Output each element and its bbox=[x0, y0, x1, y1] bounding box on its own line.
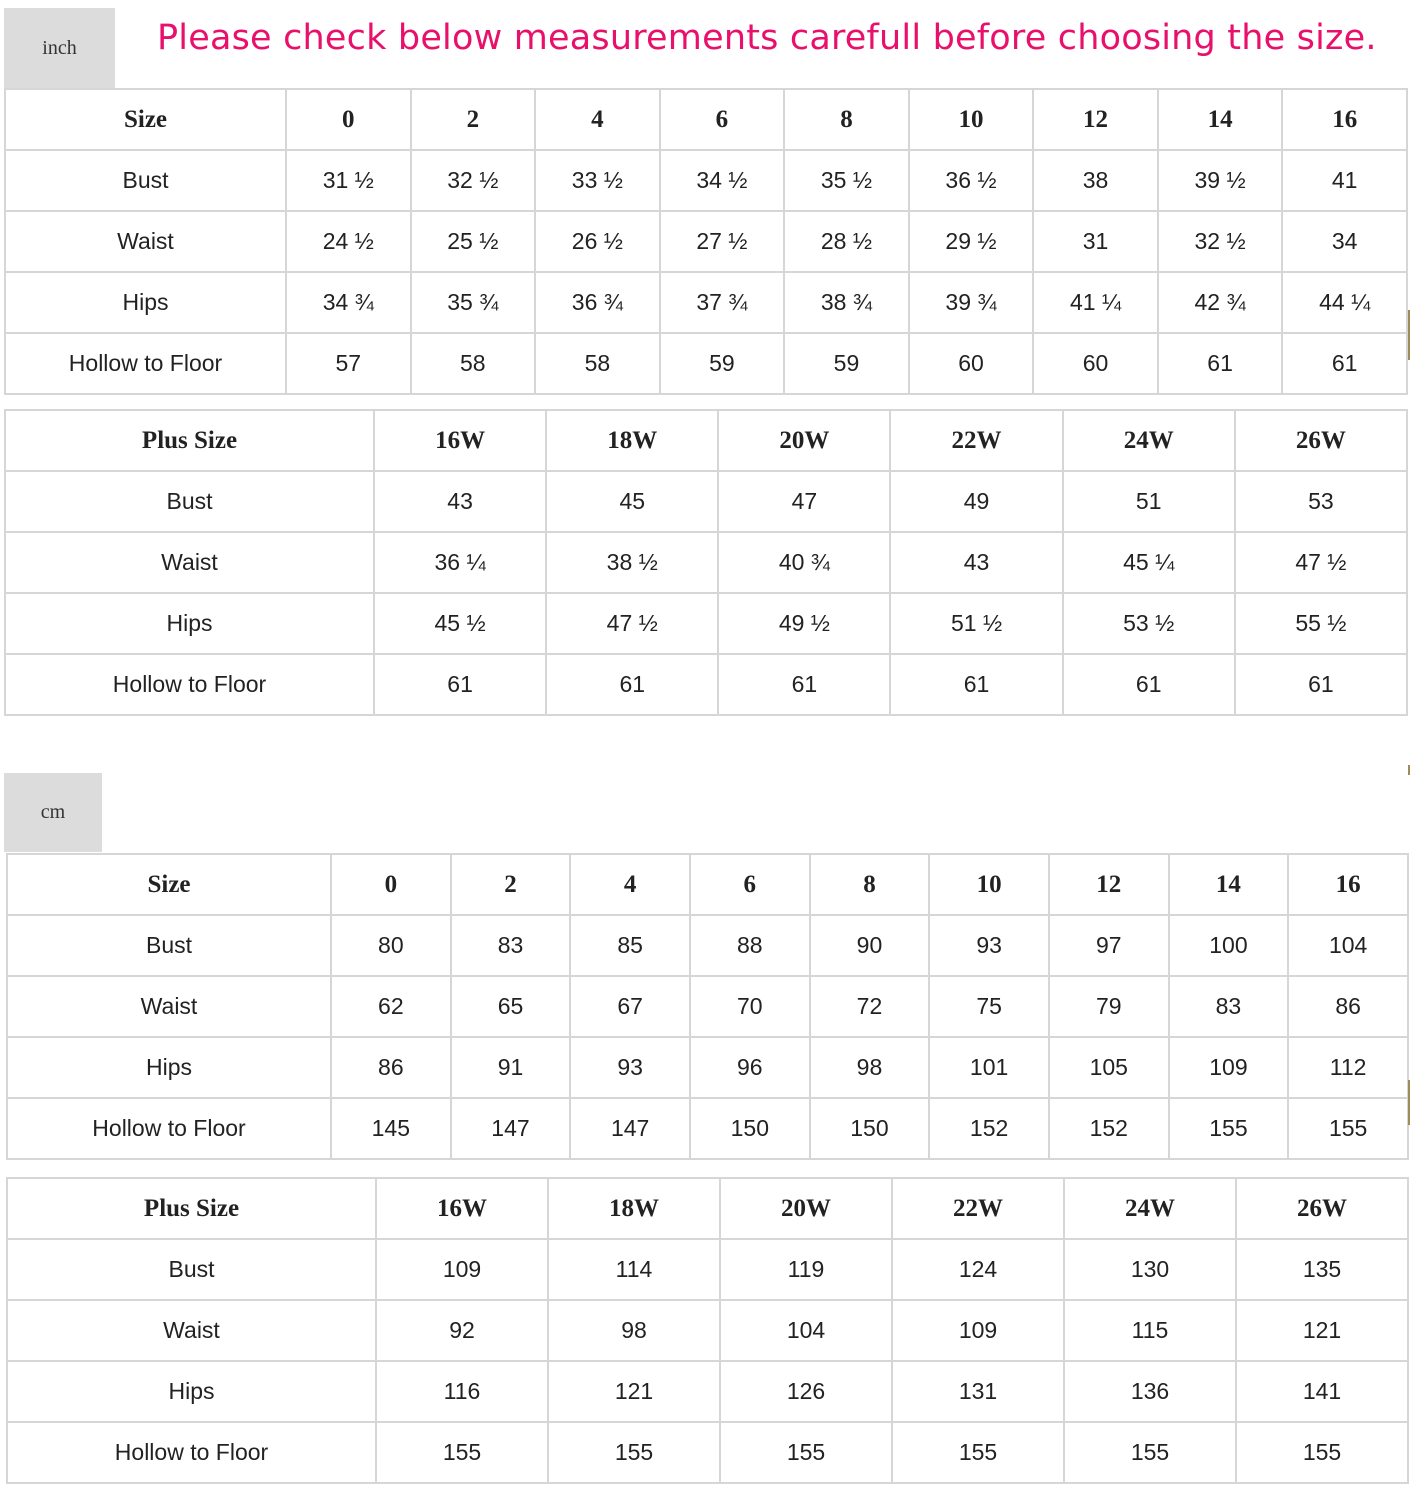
measurement-label: Bust bbox=[7, 1239, 376, 1300]
measurement-value: 155 bbox=[376, 1422, 548, 1483]
measurement-value: 121 bbox=[548, 1361, 720, 1422]
measurement-value: 150 bbox=[810, 1098, 930, 1159]
size-header-cell: 26W bbox=[1235, 410, 1407, 471]
measurement-value: 93 bbox=[570, 1037, 690, 1098]
size-header-cell: 16W bbox=[374, 410, 546, 471]
size-header-cell: 14 bbox=[1169, 854, 1289, 915]
size-header-cell: 4 bbox=[535, 89, 660, 150]
measurement-value: 28 ½ bbox=[784, 211, 909, 272]
measurement-value: 51 bbox=[1063, 471, 1235, 532]
measurement-value: 109 bbox=[892, 1300, 1064, 1361]
measurement-value: 83 bbox=[1169, 976, 1289, 1037]
measurement-value: 61 bbox=[374, 654, 546, 715]
measurement-value: 152 bbox=[929, 1098, 1049, 1159]
size-header-cell: 6 bbox=[690, 854, 810, 915]
size-header-cell: 12 bbox=[1049, 854, 1169, 915]
measurement-value: 38 ¾ bbox=[784, 272, 909, 333]
table-header-row bbox=[7, 1178, 1408, 1239]
table-row bbox=[7, 1239, 1408, 1300]
measurement-value: 86 bbox=[331, 1037, 451, 1098]
measurement-value: 131 bbox=[892, 1361, 1064, 1422]
measurement-value: 90 bbox=[810, 915, 930, 976]
size-header-cell: 8 bbox=[810, 854, 930, 915]
unit-tab-inch bbox=[4, 8, 115, 88]
measurement-value: 72 bbox=[810, 976, 930, 1037]
table-row bbox=[5, 333, 1407, 394]
measurement-label: Waist bbox=[7, 976, 331, 1037]
measurement-value: 101 bbox=[929, 1037, 1049, 1098]
measurement-value: 49 ½ bbox=[718, 593, 890, 654]
measurement-value: 25 ½ bbox=[411, 211, 536, 272]
table-row bbox=[7, 1361, 1408, 1422]
measurement-value: 34 ½ bbox=[660, 150, 785, 211]
measurement-value: 35 ¾ bbox=[411, 272, 536, 333]
measurement-value: 109 bbox=[1169, 1037, 1289, 1098]
measurement-value: 80 bbox=[331, 915, 451, 976]
measurement-value: 36 ½ bbox=[909, 150, 1034, 211]
measurement-label: Bust bbox=[5, 150, 286, 211]
table-row bbox=[5, 150, 1407, 211]
measurement-value: 96 bbox=[690, 1037, 810, 1098]
measurement-value: 100 bbox=[1169, 915, 1289, 976]
size-header-cell: 16W bbox=[376, 1178, 548, 1239]
size-header-cell: 22W bbox=[890, 410, 1062, 471]
measurement-label: Bust bbox=[5, 471, 374, 532]
measurement-value: 61 bbox=[1063, 654, 1235, 715]
measurement-value: 155 bbox=[1288, 1098, 1408, 1159]
measurement-value: 55 ½ bbox=[1235, 593, 1407, 654]
table-header-row bbox=[7, 854, 1408, 915]
measurement-value: 32 ½ bbox=[1158, 211, 1283, 272]
size-header-cell: 26W bbox=[1236, 1178, 1408, 1239]
measurement-value: 38 bbox=[1033, 150, 1158, 211]
measurement-value: 88 bbox=[690, 915, 810, 976]
table-row bbox=[7, 1037, 1408, 1098]
measurement-value: 35 ½ bbox=[784, 150, 909, 211]
table-header-row bbox=[5, 89, 1407, 150]
measurement-label: Hollow to Floor bbox=[5, 333, 286, 394]
measurement-value: 109 bbox=[376, 1239, 548, 1300]
table-row bbox=[5, 532, 1407, 593]
measurement-value: 51 ½ bbox=[890, 593, 1062, 654]
measurement-value: 86 bbox=[1288, 976, 1408, 1037]
size-header-cell: 0 bbox=[286, 89, 411, 150]
measurement-value: 31 bbox=[1033, 211, 1158, 272]
table-header-row bbox=[5, 410, 1407, 471]
size-header-cell: 24W bbox=[1064, 1178, 1236, 1239]
measurement-value: 42 ¾ bbox=[1158, 272, 1283, 333]
measurement-value: 141 bbox=[1236, 1361, 1408, 1422]
measurement-value: 57 bbox=[286, 333, 411, 394]
inch-plus-size-table bbox=[4, 409, 1408, 716]
measurement-value: 41 bbox=[1282, 150, 1407, 211]
measurement-value: 152 bbox=[1049, 1098, 1169, 1159]
measurement-value: 83 bbox=[451, 915, 571, 976]
size-column-header: Size bbox=[5, 89, 286, 150]
measurement-value: 130 bbox=[1064, 1239, 1236, 1300]
unit-tab-cm bbox=[4, 773, 102, 852]
measurement-value: 98 bbox=[548, 1300, 720, 1361]
measurement-value: 47 ½ bbox=[1235, 532, 1407, 593]
measurement-value: 59 bbox=[660, 333, 785, 394]
measurement-value: 60 bbox=[909, 333, 1034, 394]
table-row bbox=[7, 1300, 1408, 1361]
measurement-label: Hips bbox=[5, 593, 374, 654]
measurement-value: 136 bbox=[1064, 1361, 1236, 1422]
size-header-cell: 14 bbox=[1158, 89, 1283, 150]
measurement-value: 61 bbox=[1282, 333, 1407, 394]
measurement-label: Hollow to Floor bbox=[7, 1098, 331, 1159]
measurement-value: 39 ¾ bbox=[909, 272, 1034, 333]
measurement-label: Hips bbox=[7, 1037, 331, 1098]
measurement-label: Hips bbox=[5, 272, 286, 333]
measurement-value: 92 bbox=[376, 1300, 548, 1361]
measurement-value: 147 bbox=[570, 1098, 690, 1159]
measurement-value: 61 bbox=[546, 654, 718, 715]
measurement-value: 98 bbox=[810, 1037, 930, 1098]
size-header-cell: 2 bbox=[451, 854, 571, 915]
size-header-cell: 10 bbox=[929, 854, 1049, 915]
table-row bbox=[5, 593, 1407, 654]
measurement-value: 60 bbox=[1033, 333, 1158, 394]
table-row bbox=[5, 654, 1407, 715]
measurement-value: 93 bbox=[929, 915, 1049, 976]
measurement-value: 155 bbox=[1064, 1422, 1236, 1483]
measurement-value: 29 ½ bbox=[909, 211, 1034, 272]
measurement-value: 45 ¼ bbox=[1063, 532, 1235, 593]
table-row bbox=[7, 915, 1408, 976]
measurement-value: 150 bbox=[690, 1098, 810, 1159]
measurement-value: 135 bbox=[1236, 1239, 1408, 1300]
measurement-value: 43 bbox=[890, 532, 1062, 593]
measurement-value: 85 bbox=[570, 915, 690, 976]
measurement-value: 41 ¼ bbox=[1033, 272, 1158, 333]
measurement-value: 126 bbox=[720, 1361, 892, 1422]
measurement-label: Hips bbox=[7, 1361, 376, 1422]
measurement-value: 104 bbox=[1288, 915, 1408, 976]
table-row bbox=[5, 471, 1407, 532]
size-header-cell: 24W bbox=[1063, 410, 1235, 471]
measurement-value: 39 ½ bbox=[1158, 150, 1283, 211]
measurement-value: 49 bbox=[890, 471, 1062, 532]
measurement-value: 67 bbox=[570, 976, 690, 1037]
measurement-value: 155 bbox=[1236, 1422, 1408, 1483]
measurement-value: 105 bbox=[1049, 1037, 1169, 1098]
measurement-label: Bust bbox=[7, 915, 331, 976]
size-header-cell: 22W bbox=[892, 1178, 1064, 1239]
size-header-cell: 10 bbox=[909, 89, 1034, 150]
measurement-value: 44 ¼ bbox=[1282, 272, 1407, 333]
measurement-value: 79 bbox=[1049, 976, 1169, 1037]
measurement-value: 155 bbox=[548, 1422, 720, 1483]
measurement-value: 53 ½ bbox=[1063, 593, 1235, 654]
size-header-cell: 20W bbox=[720, 1178, 892, 1239]
measurement-label: Hollow to Floor bbox=[5, 654, 374, 715]
measurement-value: 97 bbox=[1049, 915, 1169, 976]
table-row bbox=[7, 1098, 1408, 1159]
measurement-value: 37 ¾ bbox=[660, 272, 785, 333]
measurement-value: 112 bbox=[1288, 1037, 1408, 1098]
size-header-cell: 20W bbox=[718, 410, 890, 471]
measurement-value: 47 ½ bbox=[546, 593, 718, 654]
measurement-value: 61 bbox=[1235, 654, 1407, 715]
measurement-value: 65 bbox=[451, 976, 571, 1037]
measurement-value: 70 bbox=[690, 976, 810, 1037]
edge-divider bbox=[1408, 310, 1410, 360]
table-row bbox=[5, 211, 1407, 272]
measurement-value: 58 bbox=[411, 333, 536, 394]
measurement-label: Waist bbox=[5, 211, 286, 272]
measurement-value: 59 bbox=[784, 333, 909, 394]
measurement-value: 61 bbox=[890, 654, 1062, 715]
size-header-cell: 2 bbox=[411, 89, 536, 150]
measurement-value: 27 ½ bbox=[660, 211, 785, 272]
cm-plus-size-table bbox=[6, 1177, 1409, 1484]
table-row bbox=[5, 272, 1407, 333]
size-header-cell: 18W bbox=[548, 1178, 720, 1239]
cm-size-table bbox=[6, 853, 1409, 1160]
edge-divider bbox=[1408, 765, 1410, 775]
size-header-cell: 0 bbox=[331, 854, 451, 915]
unit-tab-label: inch bbox=[42, 36, 77, 59]
measurement-value: 145 bbox=[331, 1098, 451, 1159]
measurement-value: 124 bbox=[892, 1239, 1064, 1300]
measurement-value: 147 bbox=[451, 1098, 571, 1159]
measurement-value: 32 ½ bbox=[411, 150, 536, 211]
measurement-value: 119 bbox=[720, 1239, 892, 1300]
measurement-value: 34 bbox=[1282, 211, 1407, 272]
measurement-value: 53 bbox=[1235, 471, 1407, 532]
measurement-label: Waist bbox=[7, 1300, 376, 1361]
measurement-value: 121 bbox=[1236, 1300, 1408, 1361]
measurement-value: 155 bbox=[1169, 1098, 1289, 1159]
measurement-value: 115 bbox=[1064, 1300, 1236, 1361]
size-header-cell: 8 bbox=[784, 89, 909, 150]
measurement-value: 43 bbox=[374, 471, 546, 532]
size-header-cell: 16 bbox=[1288, 854, 1408, 915]
measurement-value: 45 ½ bbox=[374, 593, 546, 654]
table-row bbox=[7, 976, 1408, 1037]
page-title: Please check below measurements carefull before choosing the size. bbox=[157, 18, 1377, 58]
measurement-value: 114 bbox=[548, 1239, 720, 1300]
measurement-value: 36 ¾ bbox=[535, 272, 660, 333]
measurement-label: Waist bbox=[5, 532, 374, 593]
measurement-value: 45 bbox=[546, 471, 718, 532]
measurement-value: 61 bbox=[1158, 333, 1283, 394]
measurement-value: 75 bbox=[929, 976, 1049, 1037]
measurement-value: 62 bbox=[331, 976, 451, 1037]
inch-size-table bbox=[4, 88, 1408, 395]
measurement-value: 58 bbox=[535, 333, 660, 394]
measurement-value: 155 bbox=[892, 1422, 1064, 1483]
unit-tab-label: cm bbox=[40, 801, 66, 823]
size-column-header: Plus Size bbox=[5, 410, 374, 471]
size-header-cell: 12 bbox=[1033, 89, 1158, 150]
size-column-header: Size bbox=[7, 854, 331, 915]
measurement-value: 24 ½ bbox=[286, 211, 411, 272]
measurement-value: 33 ½ bbox=[535, 150, 660, 211]
measurement-value: 104 bbox=[720, 1300, 892, 1361]
measurement-value: 40 ¾ bbox=[718, 532, 890, 593]
measurement-value: 36 ¼ bbox=[374, 532, 546, 593]
size-column-header: Plus Size bbox=[7, 1178, 376, 1239]
measurement-value: 31 ½ bbox=[286, 150, 411, 211]
measurement-value: 61 bbox=[718, 654, 890, 715]
size-header-cell: 4 bbox=[570, 854, 690, 915]
table-row bbox=[7, 1422, 1408, 1483]
measurement-value: 91 bbox=[451, 1037, 571, 1098]
edge-divider bbox=[1408, 1080, 1410, 1125]
measurement-value: 38 ½ bbox=[546, 532, 718, 593]
measurement-value: 26 ½ bbox=[535, 211, 660, 272]
measurement-value: 116 bbox=[376, 1361, 548, 1422]
size-header-cell: 18W bbox=[546, 410, 718, 471]
measurement-label: Hollow to Floor bbox=[7, 1422, 376, 1483]
measurement-value: 34 ¾ bbox=[286, 272, 411, 333]
measurement-value: 155 bbox=[720, 1422, 892, 1483]
size-header-cell: 16 bbox=[1282, 89, 1407, 150]
size-header-cell: 6 bbox=[660, 89, 785, 150]
measurement-value: 47 bbox=[718, 471, 890, 532]
